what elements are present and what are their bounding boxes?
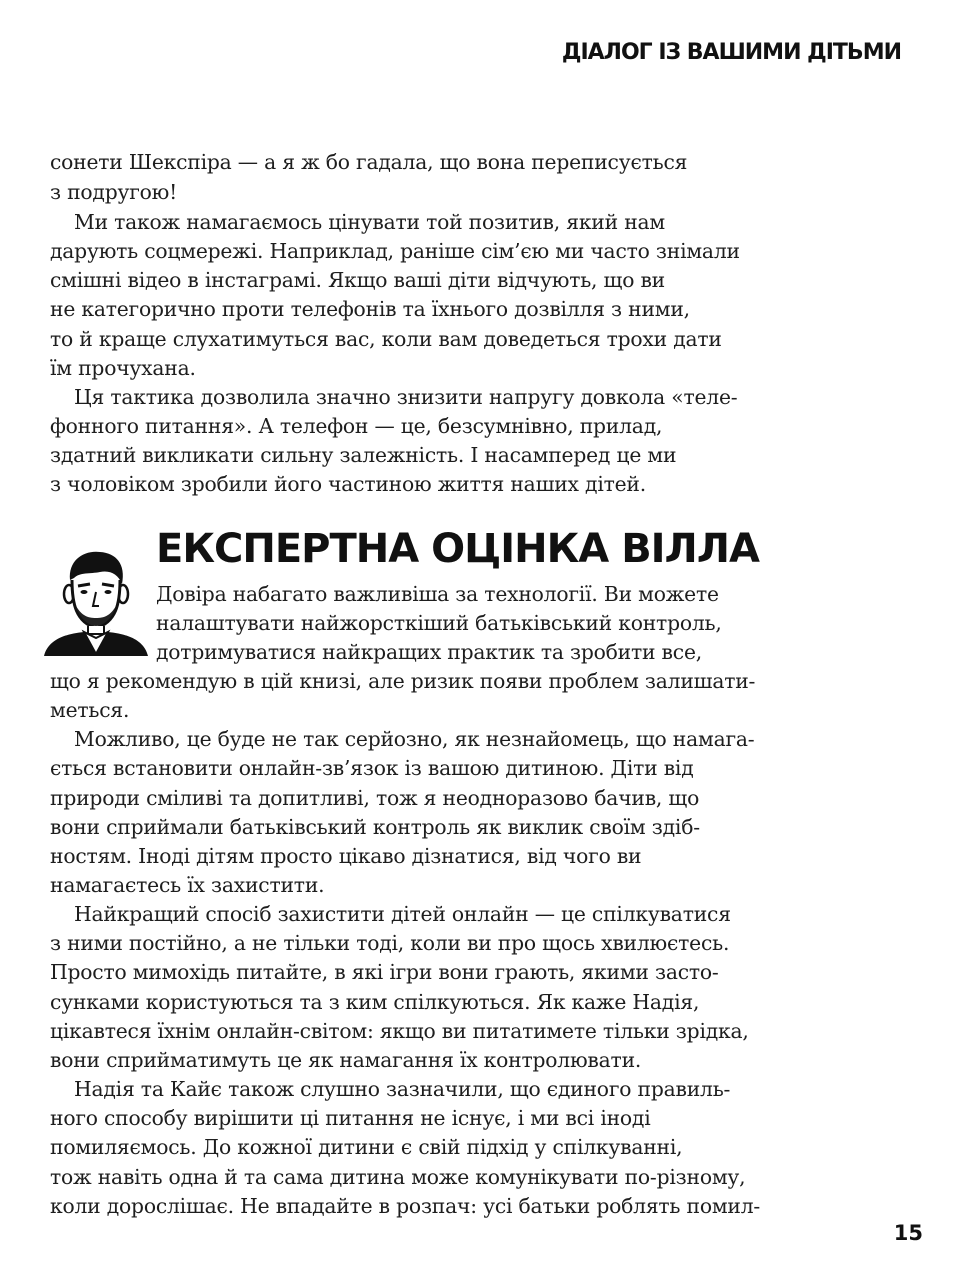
text-line: Просто мимохідь питайте, в які ігри вони грають, якими засто-	[50, 960, 719, 984]
text-line: тож навіть одна й та сама дитина може комунікувати по-різному,	[50, 1165, 746, 1189]
text-line: фонного питання». А телефон — це, безсумнівно, прилад,	[50, 414, 663, 438]
text-line: коли дорослішає. Не впадайте в розпач: усі батьки роблять помил-	[50, 1194, 761, 1218]
running-head: ДІАЛОГ ІЗ ВАШИМИ ДІТЬМИ	[561, 40, 901, 65]
text-line: ностям. Іноді дітям просто цікаво дізнатися, від чого ви	[50, 844, 642, 868]
text-line: ного способу вирішити ці питання не існує, і ми всі іноді	[50, 1106, 651, 1130]
text-line: Ми також намагаємось цінувати той позитив, який нам	[74, 210, 665, 234]
text-line: налаштувати найжорсткіший батьківський контроль,	[156, 611, 722, 635]
text-line: Найкращий спосіб захистити дітей онлайн — це спілкуватися	[74, 902, 731, 926]
text-line: Довіра набагато важливіша за технології. Ви можете	[156, 582, 719, 606]
text-line: намагаєтесь їх захистити.	[50, 873, 325, 897]
text-line: дарують соцмережі. Наприклад, раніше сім’єю ми часто знімали	[50, 239, 740, 263]
text-line: ється встановити онлайн-зв’язок із вашою дитиною. Діти від	[50, 756, 694, 780]
text-line: меться.	[50, 698, 130, 722]
man-portrait-illustration	[44, 546, 148, 656]
text-line: здатний викликати сильну залежність. І насамперед це ми	[50, 443, 677, 467]
text-line: сунками користуються та з ким спілкуються. Як каже Надія,	[50, 990, 700, 1014]
text-line: з подругою!	[50, 180, 178, 204]
text-line: не категорично проти телефонів та їхнього дозвілля з ними,	[50, 297, 690, 321]
text-line: вони сприйматимуть це як намагання їх контролювати.	[50, 1048, 642, 1072]
text-line: з чоловіком зробили його частиною життя наших дітей.	[50, 472, 646, 496]
text-line: дотримуватися найкращих практик та зробити все,	[156, 640, 702, 664]
section-heading: ЕКСПЕРТНА ОЦІНКА ВІЛЛА	[156, 526, 759, 572]
page-number: 15	[893, 1221, 923, 1245]
text-line: їм прочухана.	[50, 356, 196, 380]
text-line: помиляємось. До кожної дитини є свій підхід у спілкуванні,	[50, 1135, 683, 1159]
text-line: з ними постійно, а не тільки тоді, коли ви про щось хвилюєтесь.	[50, 931, 730, 955]
text-line: вони сприймали батьківський контроль як виклик своїм здіб-	[50, 815, 700, 839]
text-line: природи сміливі та допитливі, тож я неодноразово бачив, що	[50, 786, 700, 810]
text-line: Надія та Кайє також слушно зазначили, що єдиного правиль-	[74, 1077, 731, 1101]
text-line: цікавтеся їхнім онлайн-світом: якщо ви питатимете тільки зрідка,	[50, 1019, 749, 1043]
text-line: смішні відео в інстаграмі. Якщо ваші діти відчують, що ви	[50, 268, 665, 292]
text-line: то й краще слухатимуться вас, коли вам доведеться трохи дати	[50, 327, 722, 351]
text-line: Можливо, це буде не так серйозно, як незнайомець, що намага-	[74, 727, 755, 751]
text-line: сонети Шекспіра — а я ж бо гадала, що вона переписується	[50, 150, 688, 174]
portrait-icon	[44, 546, 148, 656]
text-line: що я рекомендую в цій книзі, але ризик появи проблем залишати-	[50, 669, 756, 693]
text-line: Ця тактика дозволила значно знизити напругу довкола «теле-	[74, 385, 738, 409]
